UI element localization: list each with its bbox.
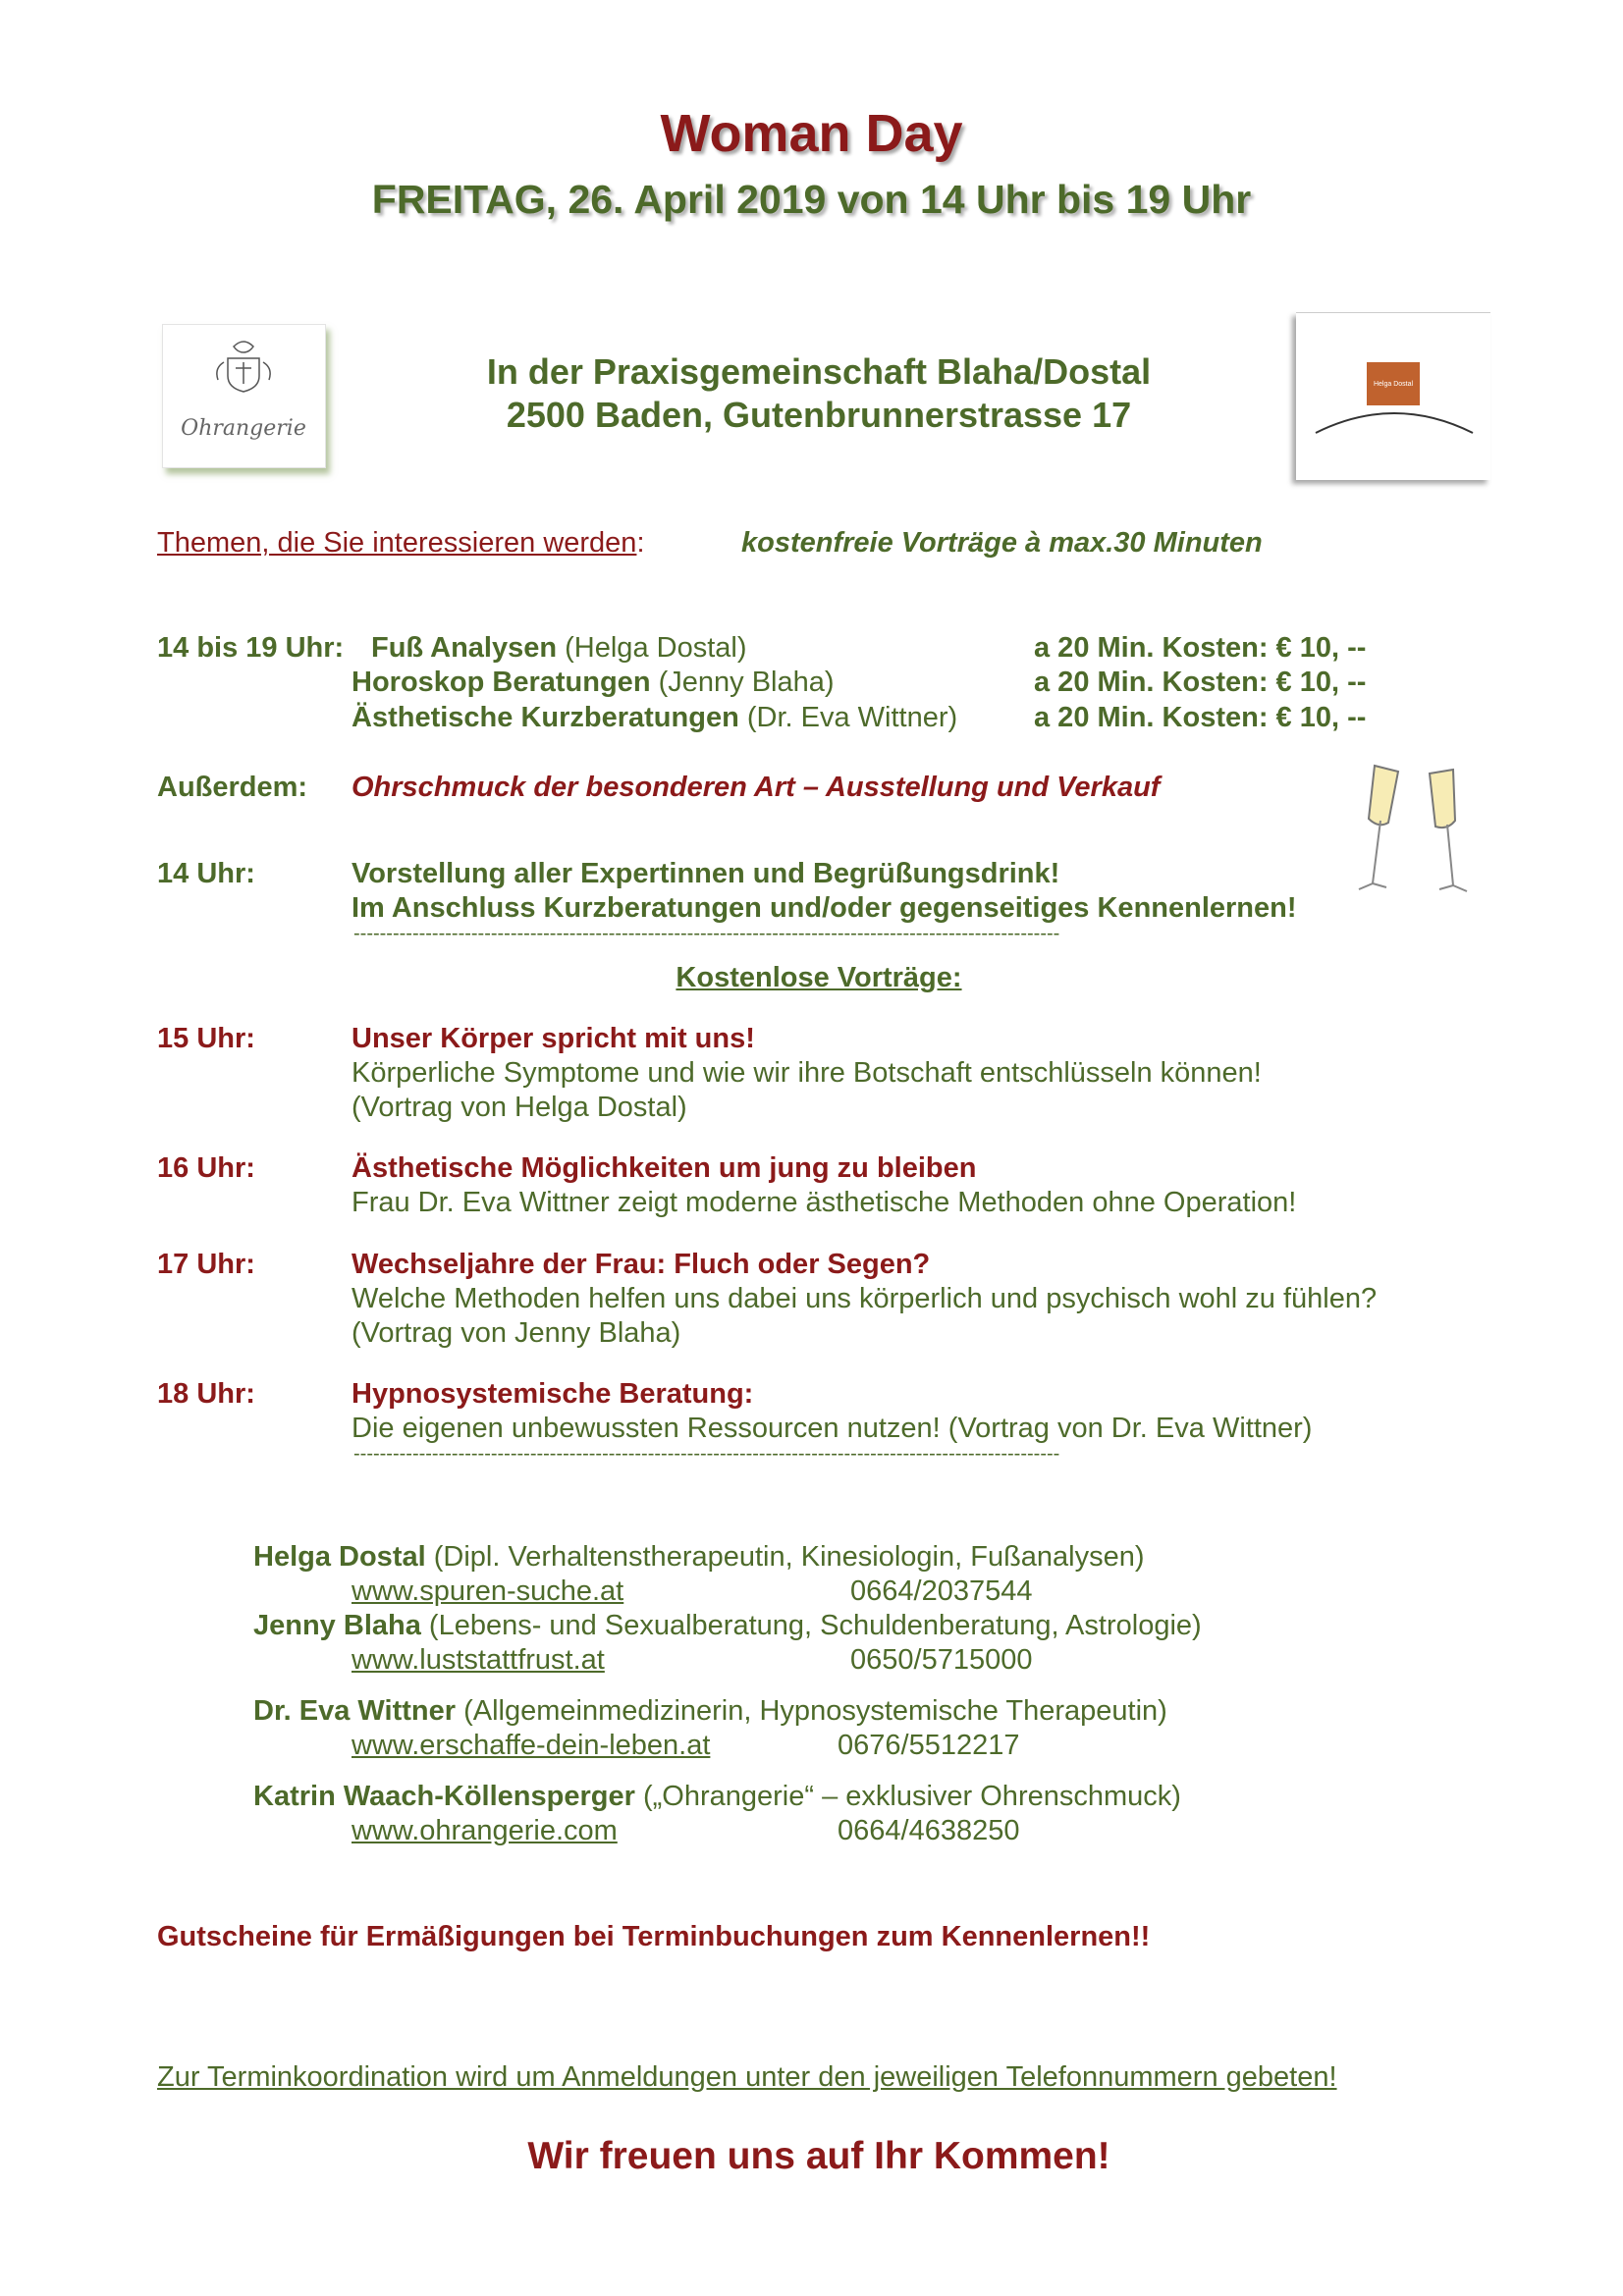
consultation-title: Ästhetische Kurzberatungen: [352, 702, 739, 733]
consultation-item: [371, 630, 746, 666]
expert-website-link[interactable]: www.spuren-suche.at: [352, 1575, 624, 1607]
logo-emblem-icon: [1296, 313, 1490, 480]
themes-colon: :: [636, 527, 645, 559]
welcome-time: 14 Uhr:: [157, 858, 255, 889]
talk-title: Hypnosystemische Beratung:: [352, 1378, 754, 1410]
expert-website-link[interactable]: www.ohrangerie.com: [352, 1815, 618, 1846]
consultation-item: [352, 700, 957, 735]
page-title: Woman Day: [660, 104, 963, 163]
talk-description: Körperliche Symptome und wie wir ihre Botschaft entschlüsseln können!: [352, 1057, 1262, 1089]
expert-entry: [253, 1608, 1202, 1643]
talk-description: (Vortrag von Helga Dostal): [352, 1092, 687, 1123]
talk-title: Unser Körper spricht mit uns!: [352, 1023, 755, 1054]
consultation-item: [352, 665, 835, 700]
talk-description: (Vortrag von Jenny Blaha): [352, 1317, 681, 1349]
consultation-person: (Jenny Blaha): [658, 667, 835, 698]
consultation-price: a 20 Min. Kosten: € 10, --: [1034, 632, 1367, 664]
helga-dostal-logo: [1296, 312, 1490, 480]
expert-phone: 0664/2037544: [850, 1575, 1033, 1607]
consultation-time: 14 bis 19 Uhr:: [157, 632, 345, 664]
themes-label-text: Themen, die Sie interessieren werden: [157, 527, 637, 559]
expert-entry: [253, 1779, 1181, 1814]
closing-message: Wir freuen uns auf Ihr Kommen!: [527, 2135, 1110, 2177]
expert-name: Jenny Blaha: [253, 1610, 421, 1641]
consultation-title: Horoskop Beratungen: [352, 667, 651, 698]
consultation-person: (Dr. Eva Wittner): [746, 702, 958, 733]
svg-text:Ohrangerie: Ohrangerie: [181, 416, 306, 441]
welcome-line-2: Im Anschluss Kurzberatungen und/oder gegenseitiges Kennenlernen!: [352, 892, 1297, 924]
talk-description: Welche Methoden helfen uns dabei uns körperlich und psychisch wohl zu fühlen?: [352, 1283, 1378, 1314]
venue-line-1: In der Praxisgemeinschaft Blaha/Dostal: [486, 351, 1152, 392]
welcome-line-1: Vorstellung aller Expertinnen und Begrüßungsdrink!: [352, 858, 1060, 889]
expert-phone: 0664/4638250: [838, 1815, 1020, 1846]
expert-name: Katrin Waach-Köllensperger: [253, 1781, 635, 1812]
expert-phone: 0676/5512217: [838, 1730, 1020, 1761]
consultation-title: Fuß Analysen: [371, 632, 558, 664]
expert-entry: [253, 1693, 1167, 1729]
champagne-glasses-icon: [1355, 756, 1473, 913]
themes-label: [157, 525, 645, 561]
expert-description: (Lebens- und Sexualberatung, Schuldenberatung, Astrologie): [428, 1610, 1202, 1641]
expert-name: Dr. Eva Wittner: [253, 1695, 457, 1727]
free-talks-note: kostenfreie Vorträge à max.30 Minuten: [741, 527, 1263, 559]
expert-name: Helga Dostal: [253, 1541, 426, 1573]
expert-entry: [253, 1539, 1145, 1575]
divider-dashes: ------------------------------------------------------------------------------------------------------------: [353, 1443, 1060, 1465]
voucher-note: Gutscheine für Ermäßigungen bei Terminbuchungen zum Kennenlernen!!: [157, 1921, 1151, 1952]
expert-website-link[interactable]: www.luststattfrust.at: [352, 1644, 605, 1676]
expert-website-link[interactable]: www.erschaffe-dein-leben.at: [352, 1730, 711, 1761]
venue-line-2: 2500 Baden, Gutenbrunnerstrasse 17: [506, 395, 1132, 435]
talks-heading: Kostenlose Vorträge:: [676, 962, 962, 993]
talk-time: 16 Uhr:: [157, 1152, 255, 1184]
talk-title: Wechseljahre der Frau: Fluch oder Segen?: [352, 1249, 931, 1280]
consultation-person: (Helga Dostal): [565, 632, 747, 664]
talk-time: 17 Uhr:: [157, 1249, 255, 1280]
extra-text: Ohrschmuck der besonderen Art – Ausstellung und Verkauf: [352, 772, 1161, 803]
event-date: FREITAG, 26. April 2019 von 14 Uhr bis 19 Uhr: [371, 177, 1252, 222]
talk-description: Die eigenen unbewussten Ressourcen nutzen! (Vortrag von Dr. Eva Wittner): [352, 1413, 1313, 1444]
talk-time: 15 Uhr:: [157, 1023, 255, 1054]
consultation-price: a 20 Min. Kosten: € 10, --: [1034, 667, 1367, 698]
expert-description: (Allgemeinmedizinerin, Hypnosystemische Therapeutin): [463, 1695, 1167, 1727]
extra-label: Außerdem:: [157, 772, 308, 803]
expert-description: („Ohrangerie“ – exklusiver Ohrenschmuck): [642, 1781, 1181, 1812]
registration-note: Zur Terminkoordination wird um Anmeldungen unter den jeweiligen Telefonnummern gebeten!: [157, 2061, 1337, 2093]
expert-description: (Dipl. Verhaltenstherapeutin, Kinesiologin, Fußanalysen): [433, 1541, 1145, 1573]
svg-text:Helga Dostal: Helga Dostal: [1373, 381, 1414, 388]
expert-phone: 0650/5715000: [850, 1644, 1033, 1676]
talk-time: 18 Uhr:: [157, 1378, 255, 1410]
talk-description: Frau Dr. Eva Wittner zeigt moderne ästhetische Methoden ohne Operation!: [352, 1187, 1297, 1218]
consultation-price: a 20 Min. Kosten: € 10, --: [1034, 702, 1367, 733]
divider-dashes: ------------------------------------------------------------------------------------------------------------: [353, 923, 1060, 944]
talk-title: Ästhetische Möglichkeiten um jung zu bleiben: [352, 1152, 977, 1184]
